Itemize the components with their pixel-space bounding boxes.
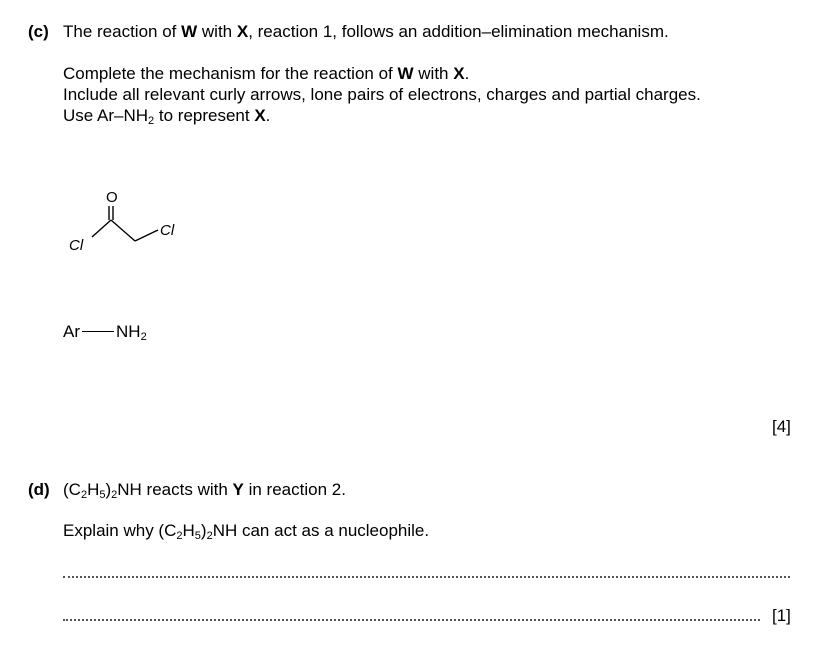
d-q-text-2: NH can act as a nucleophile. <box>212 521 430 540</box>
instr3-text-1: Use Ar–NH <box>63 106 149 125</box>
part-d-label: (d) <box>28 480 50 499</box>
part-d-question <box>63 521 429 541</box>
instr3-text-3: . <box>265 106 271 125</box>
ar-n-bond <box>82 331 114 332</box>
answer-line-2[interactable] <box>63 619 760 621</box>
instruction-1 <box>63 64 469 84</box>
chlorine-left-label: Cl <box>69 237 84 254</box>
instr1-x: X <box>453 64 465 83</box>
c-cl-bond-right <box>135 230 158 241</box>
d-q-sub1: 2 <box>176 530 183 542</box>
d-q-h: H <box>182 521 195 540</box>
instr3-text-2: to represent <box>154 106 255 125</box>
d-q-text-1: Explain why (C <box>63 521 177 540</box>
d-intro-h: H <box>87 480 100 499</box>
amine-structure <box>63 322 147 342</box>
intro-text-2: with <box>197 22 237 41</box>
d-intro-sub1: 2 <box>80 489 88 501</box>
instr1-text-1: Complete the mechanism for the reaction of <box>63 64 398 83</box>
d-intro-nh: NH reacts with <box>117 480 233 499</box>
part-d-intro <box>63 480 346 500</box>
d-q-sub3: 2 <box>206 530 213 542</box>
d-intro-open: (C <box>63 480 81 499</box>
part-c-label: (c) <box>28 22 49 41</box>
d-intro-text-2: in reaction 2. <box>243 480 346 499</box>
instruction-2: Include all relevant curly arrows, lone pairs of electrons, charges and partial charges. <box>63 85 701 104</box>
oxygen-atom-label: O <box>106 189 118 206</box>
instr3-sub: 2 <box>148 115 155 127</box>
c-c-bond <box>111 220 135 241</box>
compound-y: Y <box>232 480 244 499</box>
c-cl-bond-left <box>92 220 111 237</box>
d-intro-close: ) <box>105 480 112 499</box>
aryl-group: Ar <box>63 322 80 341</box>
answer-line-1[interactable] <box>63 576 790 578</box>
d-intro-sub2: 5 <box>99 489 106 501</box>
compound-w: W <box>181 22 198 41</box>
compound-x: X <box>236 22 249 41</box>
intro-text-3: , reaction 1, follows an addition–elimination mechanism. <box>248 22 669 41</box>
part-c-intro <box>63 22 669 42</box>
instr1-text-3: . <box>464 64 470 83</box>
instruction-3 <box>63 106 270 126</box>
intro-text-1: The reaction of <box>63 22 182 41</box>
part-d-marks: [1] <box>772 606 791 625</box>
chlorine-right-label: Cl <box>160 222 175 239</box>
part-c-marks: [4] <box>772 417 791 436</box>
instr3-x: X <box>254 106 266 125</box>
d-q-close: ) <box>200 521 207 540</box>
d-intro-sub3: 2 <box>111 489 118 501</box>
amine-sub: 2 <box>140 331 147 343</box>
amine-nh: NH <box>116 322 141 341</box>
instr1-w: W <box>397 64 414 83</box>
compound-w-structure <box>60 185 200 265</box>
d-q-sub2: 5 <box>194 530 201 542</box>
instr1-text-2: with <box>413 64 454 83</box>
